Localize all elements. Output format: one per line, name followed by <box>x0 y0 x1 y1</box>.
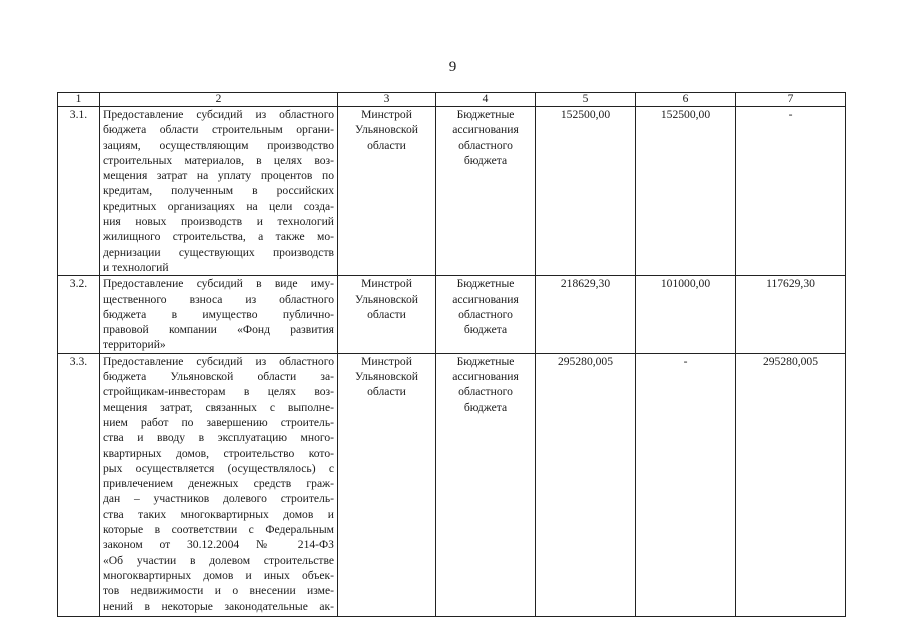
measure-description: Предоставление субсидий в виде иму- щественного взноса из областного бюджета в имущество публично- правовой компании «Фонд развития территорий» <box>100 276 338 353</box>
table-row <box>58 107 846 276</box>
column-header: 4 <box>436 93 536 107</box>
measures-table <box>57 92 846 617</box>
executor: Минстрой Ульяновской области <box>338 276 436 353</box>
page-number: 9 <box>448 59 457 75</box>
table-header-row <box>58 93 846 107</box>
column-header: 7 <box>736 93 846 107</box>
table-row <box>58 353 846 616</box>
executor: Минстрой Ульяновской области <box>338 353 436 616</box>
funding-source: Бюджетные ассигнования областного бюджета <box>436 353 536 616</box>
amount-year2: 295280,005 <box>736 353 846 616</box>
table-row <box>58 276 846 353</box>
amount-total: 295280,005 <box>536 353 636 616</box>
amount-total: 152500,00 <box>536 107 636 276</box>
funding-source: Бюджетные ассигнования областного бюджета <box>436 276 536 353</box>
measure-description: Предоставление субсидий из областного бюджета Ульяновской области за- стройщикам-инвесторам в целях воз- мещения затрат, связанных с выполне- нием работ по завершению строитель- ства и вводу в эксплуатацию много- квартирных домов, строительство кото- рых осуществляется (осуществлялось) с привлечением денежных средств граж- дан – участников долевого строитель- ства таких многоквартирных домов и которые в соответствии с Федеральным законом от 30.12.2004 № 214-ФЗ «Об участии в долевом строительстве многоквартирных домов и иных объек- тов недвижимости и о внесении изме- нений в некоторые законодательные ак- <box>100 353 338 616</box>
column-header: 2 <box>100 93 338 107</box>
amount-year2: - <box>736 107 846 276</box>
amount-year1: - <box>636 353 736 616</box>
column-header: 5 <box>536 93 636 107</box>
row-number: 3.3. <box>58 353 100 616</box>
row-number: 3.1. <box>58 107 100 276</box>
row-number: 3.2. <box>58 276 100 353</box>
funding-source: Бюджетные ассигнования областного бюджета <box>436 107 536 276</box>
executor: Минстрой Ульяновской области <box>338 107 436 276</box>
amount-year2: 117629,30 <box>736 276 846 353</box>
amount-year1: 152500,00 <box>636 107 736 276</box>
column-header: 6 <box>636 93 736 107</box>
column-header: 3 <box>338 93 436 107</box>
amount-year1: 101000,00 <box>636 276 736 353</box>
amount-total: 218629,30 <box>536 276 636 353</box>
measure-description: Предоставление субсидий из областного бюджета области строительным органи- зациям, осуществляющим производство строительных материалов, в целях воз- мещения затрат на уплату процентов по кредитам, полученным в российских кредитных организациях на цели созда- ния новых производств и технологий жилищного строительства, а также мо- дернизации существующих производств и технологий <box>100 107 338 276</box>
column-header: 1 <box>58 93 100 107</box>
